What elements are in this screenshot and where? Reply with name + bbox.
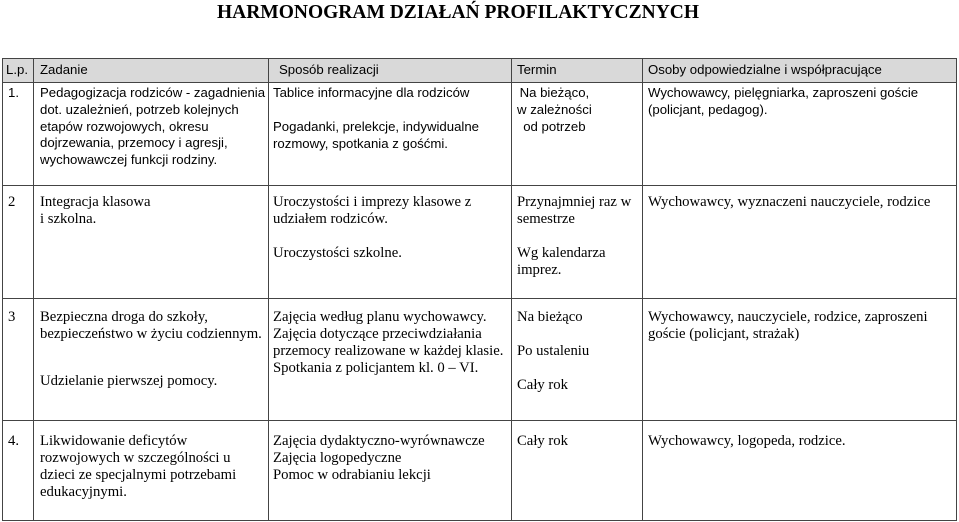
task-line: wychowawczej funkcji rodziny. — [40, 152, 218, 167]
term-paragraph — [517, 194, 642, 228]
term-paragraph — [517, 433, 642, 450]
term-paragraph — [517, 85, 592, 135]
method-line: Pogadanki, prelekcje, indywidualne — [273, 118, 480, 134]
term-line: Przynajmniej raz w — [517, 194, 632, 210]
task-paragraph — [40, 85, 268, 169]
responsible-line: (policjant, pedagog). — [648, 101, 768, 117]
term-line: imprez. — [517, 262, 562, 278]
method-paragraph — [273, 194, 511, 228]
task-paragraph — [40, 433, 268, 501]
task-line: edukacyjnymi. — [40, 484, 127, 500]
method-cell — [269, 299, 512, 421]
task-line: dot. uzależnień, potrzeb kolejnych — [40, 101, 239, 117]
header-lp: L.p. — [3, 59, 34, 83]
term-line: od potrzeb — [523, 118, 586, 134]
task-cell — [34, 83, 269, 186]
responsible-cell — [643, 299, 957, 421]
task-cell — [34, 186, 269, 299]
term-cell — [512, 186, 643, 299]
lp-cell: 4. — [3, 421, 34, 521]
responsible-line: Wychowawcy, wyznaczeni nauczyciele, rodzice — [648, 194, 931, 210]
task-line: Likwidowanie deficytów — [40, 433, 188, 449]
task-line: i szkolna. — [40, 211, 97, 227]
lp-cell: 2 — [3, 186, 34, 299]
term-cell — [512, 83, 643, 186]
header-term: Termin — [512, 59, 643, 83]
task-line: rozwojowych w szczególności u — [40, 450, 231, 466]
responsible-paragraph — [648, 194, 956, 211]
method-cell — [269, 83, 512, 186]
header-task: Zadanie — [34, 59, 269, 83]
task-line: Udzielanie pierwszej pomocy. — [40, 373, 218, 389]
term-line: w zależności — [517, 101, 592, 117]
method-paragraph — [273, 433, 511, 484]
task-cell — [34, 421, 269, 521]
lp-cell: 1. — [3, 83, 34, 186]
method-line: Zajęcia logopedyczne — [273, 450, 402, 466]
term-line: Na bieżąco — [517, 309, 583, 325]
method-line: Uroczystości i imprezy klasowe z — [273, 194, 472, 210]
task-paragraph — [40, 309, 268, 343]
task-line: dzieci ze specjalnymi potrzebami — [40, 467, 237, 483]
responsible-line: goście (policjant, strażak) — [648, 326, 800, 342]
term-line: semestrze — [517, 211, 575, 227]
method-paragraph — [273, 119, 511, 153]
task-line: Integracja klasowa — [40, 194, 151, 210]
task-line: bezpieczeństwo w życiu codziennym. — [40, 326, 262, 342]
responsible-line: Wychowawcy, nauczyciele, rodzice, zaproszeni — [648, 309, 928, 325]
method-line: Pomoc w odrabianiu lekcji — [273, 467, 431, 483]
responsible-paragraph — [648, 433, 956, 450]
responsible-line: Wychowawcy, pielęgniarka, zaproszeni goście — [648, 85, 919, 100]
page-title: HARMONOGRAM DZIAŁAŃ PROFILAKTYCZNYCH — [216, 2, 700, 23]
lp-cell: 3 — [3, 299, 34, 421]
method-line: Spotkania z policjantem kl. 0 – VI. — [273, 360, 479, 376]
term-line: Na bieżąco, — [519, 85, 590, 100]
responsible-paragraph — [648, 309, 956, 343]
method-line: Zajęcia dydaktyczno-wyrównawcze — [273, 433, 485, 449]
task-cell — [34, 299, 269, 421]
responsible-cell — [643, 83, 957, 186]
term-cell — [512, 421, 643, 521]
method-line: udziałem rodziców. — [273, 211, 388, 227]
task-line: dojrzewania, przemocy i agresji, — [40, 135, 228, 151]
method-paragraph — [273, 85, 511, 102]
task-line: Bezpieczna droga do szkoły, — [40, 309, 208, 325]
header-method: Sposób realizacji — [269, 59, 512, 83]
term-line: Cały rok — [517, 377, 568, 393]
method-line: Zajęcia dotyczące przeciwdziałania — [273, 326, 482, 342]
task-paragraph — [40, 194, 268, 228]
method-line: przemocy realizowane w każdej klasie. — [273, 343, 504, 359]
term-paragraph — [517, 377, 642, 394]
responsible-paragraph — [648, 85, 956, 119]
responsible-cell — [643, 421, 957, 521]
header-responsible: Osoby odpowiedzialne i współpracujące — [643, 59, 957, 83]
responsible-line: Wychowawcy, logopeda, rodzice. — [648, 433, 846, 449]
task-line: etapów rozwojowych, okresu — [40, 118, 209, 134]
method-line: Zajęcia według planu wychowawcy. — [273, 309, 487, 325]
term-line: Wg kalendarza — [517, 245, 606, 261]
term-cell — [512, 299, 643, 421]
method-paragraph — [273, 309, 511, 377]
method-cell — [269, 421, 512, 521]
method-line: Tablice informacyjne dla rodziców — [273, 85, 470, 100]
term-paragraph — [517, 309, 642, 326]
method-paragraph — [273, 245, 511, 262]
term-line: Po ustaleniu — [517, 343, 590, 359]
responsible-cell — [643, 186, 957, 299]
task-paragraph — [40, 373, 268, 390]
term-line: Cały rok — [517, 433, 568, 449]
term-paragraph — [517, 343, 642, 360]
method-cell — [269, 186, 512, 299]
schedule-table — [2, 58, 957, 521]
term-paragraph — [517, 245, 642, 279]
method-line: Uroczystości szkolne. — [273, 245, 402, 261]
task-line: Pedagogizacja rodziców - zagadnienia — [40, 85, 266, 100]
method-line: rozmowy, spotkania z gośćmi. — [273, 135, 448, 151]
